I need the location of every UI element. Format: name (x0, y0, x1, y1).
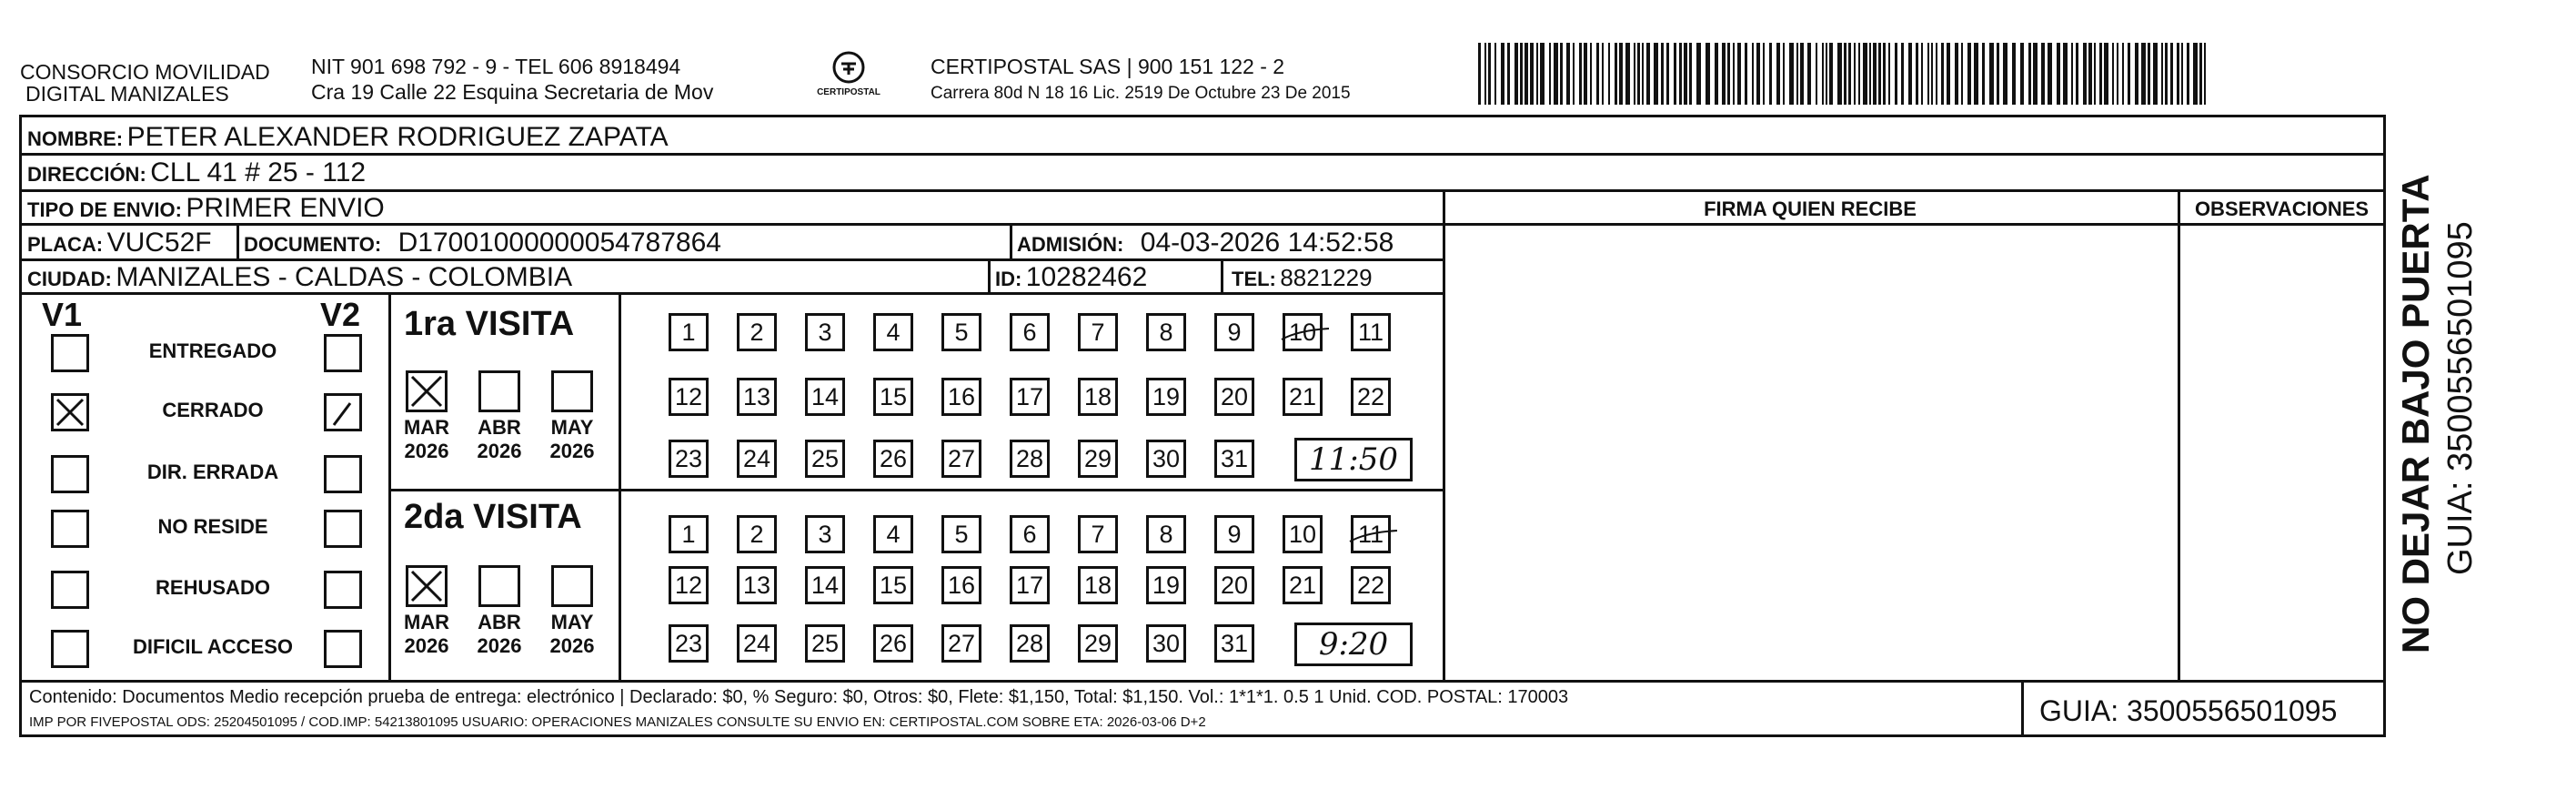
nombre-row (27, 123, 669, 157)
visit1-title: 1ra VISITA (404, 305, 575, 343)
v1-checkbox[interactable] (51, 571, 89, 609)
day-box[interactable]: 10 (1283, 515, 1323, 553)
day-box[interactable]: 25 (805, 440, 845, 478)
id-label: ID: (995, 268, 1022, 290)
status-label: NO RESIDE (157, 515, 268, 538)
v2-checkbox[interactable] (324, 510, 362, 548)
month-name: MAY (550, 416, 594, 439)
month-name: ABR (478, 611, 521, 633)
day-box[interactable]: 27 (941, 624, 981, 663)
day-box[interactable]: 9 (1214, 515, 1254, 553)
day-box[interactable]: 1 (669, 515, 709, 553)
day-box[interactable]: 13 (737, 566, 777, 604)
footer-guia: GUIA: 3500556501095 (2039, 694, 2338, 727)
day-box[interactable]: 7 (1078, 515, 1118, 553)
v2-checkbox[interactable] (324, 630, 362, 668)
tel-value: 8821229 (1280, 264, 1373, 291)
v1-checkbox[interactable] (51, 630, 89, 668)
tel-field (1232, 263, 1373, 297)
month-name: MAR (403, 416, 450, 439)
imp-text: IMP POR FIVEPOSTAL ODS: 25204501095 / COD.IMP: 54213801095 USUARIO: OPERACIONES MANIZALES CONSULTE SU ENVIO EN: CERTIPOSTAL.COM SOBRE ETA: 2026-03-06 D+2 (29, 714, 1206, 730)
side-guia: GUIA: 3500556501095 (2441, 221, 2480, 575)
v2-checkbox[interactable] (324, 393, 362, 431)
contenido-text: Contenido: Documentos Medio recepción prueba de entrega: electrónico | Declarado: $0, % Seguro: $0, Otros: $0, Flete: $1,150, Total: $1,150. Vol.: 1*1*1. 0.5 1 Unid. COD. POSTAL: 170003 (29, 687, 1569, 707)
direccion-row (27, 158, 366, 192)
v1-checkbox[interactable] (51, 510, 89, 548)
day-box[interactable]: 14 (805, 378, 845, 416)
month-year: 2026 (404, 440, 449, 462)
day-box[interactable]: 26 (873, 624, 913, 663)
status-label: DIFICIL ACCESO (132, 635, 293, 658)
day-box[interactable]: 18 (1078, 378, 1118, 416)
ciudad-value: MANIZALES - CALDAS - COLOMBIA (116, 262, 573, 292)
nombre-label: NOMBRE: (27, 127, 124, 150)
day-box[interactable]: 8 (1146, 313, 1186, 351)
day-box[interactable]: 6 (1010, 313, 1050, 351)
month-year: 2026 (549, 634, 595, 657)
id-field (995, 263, 1147, 297)
status-label: DIR. ERRADA (146, 461, 279, 483)
day-box[interactable]: 19 (1146, 566, 1186, 604)
no-dejar-warning: NO DEJAR BAJO PUERTA (2394, 174, 2437, 653)
day-box[interactable]: 13 (737, 378, 777, 416)
month-checkbox[interactable] (478, 370, 520, 412)
v2-checkbox[interactable] (324, 334, 362, 372)
day-box[interactable]: 22 (1351, 378, 1391, 416)
v1-checkbox[interactable] (51, 455, 89, 493)
admision-label: ADMISIÓN: (1017, 233, 1124, 256)
certipostal-logo (817, 49, 880, 106)
day-box[interactable]: 24 (737, 440, 777, 478)
day-box[interactable]: 18 (1078, 566, 1118, 604)
certipostal-line1: CERTIPOSTAL SAS | 900 151 122 - 2 (931, 55, 1285, 78)
day-box[interactable]: 23 (669, 440, 709, 478)
day-box[interactable]: 1 (669, 313, 709, 351)
day-mark (1348, 514, 1399, 566)
day-box[interactable]: 2 (737, 515, 777, 553)
day-box[interactable]: 28 (1010, 624, 1050, 663)
day-box[interactable]: 19 (1146, 378, 1186, 416)
day-box[interactable]: 6 (1010, 515, 1050, 553)
status-label: ENTREGADO (148, 339, 277, 362)
v1-checkbox[interactable] (51, 393, 89, 431)
day-box[interactable]: 26 (873, 440, 913, 478)
documento-value: D17001000000054787864 (397, 228, 721, 258)
address-line: Cra 19 Calle 22 Esquina Secretaria de Mov (311, 80, 714, 104)
day-box[interactable]: 23 (669, 624, 709, 663)
company-name-line1: CONSORCIO MOVILIDAD (20, 60, 270, 84)
day-box[interactable]: 14 (805, 566, 845, 604)
day-box[interactable]: 15 (873, 378, 913, 416)
form-frame (19, 115, 2386, 737)
day-box[interactable]: 2 (737, 313, 777, 351)
day-mark (1280, 312, 1331, 364)
barcode (1478, 43, 2206, 105)
day-box[interactable]: 11 (1351, 313, 1391, 351)
id-value: 10282462 (1025, 262, 1148, 292)
direccion-label: DIRECCIÓN: (27, 163, 146, 186)
v2-checkbox[interactable] (324, 571, 362, 609)
day-box[interactable]: 12 (669, 566, 709, 604)
tipo-value: PRIMER ENVIO (186, 193, 385, 223)
day-box[interactable]: 16 (941, 378, 981, 416)
day-box[interactable]: 4 (873, 313, 913, 351)
v1-checkbox[interactable] (51, 334, 89, 372)
day-box[interactable]: 7 (1078, 313, 1118, 351)
tipo-row (27, 194, 385, 228)
firma-header: FIRMA QUIEN RECIBE (1704, 197, 1917, 220)
month-checkbox[interactable] (406, 370, 448, 412)
day-box[interactable]: 22 (1351, 566, 1391, 604)
v1-header: V1 (42, 296, 83, 333)
day-box[interactable]: 20 (1214, 566, 1254, 604)
certipostal-line2: Carrera 80d N 18 16 Lic. 2519 De Octubre 23 De 2015 (931, 84, 1351, 103)
nombre-value: PETER ALEXANDER RODRIGUEZ ZAPATA (126, 122, 669, 152)
status-label: CERRADO (162, 399, 264, 421)
day-box[interactable]: 5 (941, 313, 981, 351)
handwritten-time: 11:50 (1294, 438, 1413, 481)
handwritten-time: 9:20 (1294, 623, 1413, 666)
placa-label: PLACA: (27, 233, 104, 256)
day-box[interactable]: 16 (941, 566, 981, 604)
day-box[interactable]: 21 (1283, 566, 1323, 604)
day-box[interactable]: 25 (805, 624, 845, 663)
nit-line: NIT 901 698 792 - 9 - TEL 606 8918494 (311, 55, 681, 78)
day-box[interactable]: 10 (1283, 313, 1323, 351)
placa-value: VUC52F (106, 228, 212, 258)
admision-field (1017, 228, 1394, 262)
month-name: ABR (478, 416, 521, 439)
logo-caption: CERTIPOSTAL (817, 87, 880, 97)
admision-value: 04-03-2026 14:52:58 (1140, 228, 1394, 258)
month-year: 2026 (477, 634, 522, 657)
tel-label: TEL: (1232, 268, 1276, 290)
day-box[interactable]: 30 (1146, 624, 1186, 663)
documento-label: DOCUMENTO: (244, 233, 382, 256)
month-checkbox[interactable] (406, 565, 448, 607)
v2-checkbox[interactable] (324, 455, 362, 493)
day-box[interactable]: 29 (1078, 440, 1118, 478)
status-label: REHUSADO (156, 576, 270, 599)
ciudad-label: CIUDAD: (27, 268, 112, 290)
company-name-line2: DIGITAL MANIZALES (25, 82, 229, 106)
day-box[interactable]: 15 (873, 566, 913, 604)
day-box[interactable]: 27 (941, 440, 981, 478)
month-name: MAR (403, 611, 450, 633)
month-checkbox[interactable] (478, 565, 520, 607)
day-box[interactable]: 3 (805, 515, 845, 553)
direccion-value: CLL 41 # 25 - 112 (150, 157, 367, 187)
tipo-label: TIPO DE ENVIO: (27, 198, 182, 221)
day-box[interactable]: 21 (1283, 378, 1323, 416)
month-year: 2026 (404, 634, 449, 657)
day-box[interactable]: 17 (1010, 378, 1050, 416)
month-checkbox[interactable] (551, 565, 593, 607)
day-box[interactable]: 17 (1010, 566, 1050, 604)
day-box[interactable]: 12 (669, 378, 709, 416)
visit2-title: 2da VISITA (404, 498, 582, 536)
month-checkbox[interactable] (551, 370, 593, 412)
placa-field (27, 228, 212, 262)
month-year: 2026 (549, 440, 595, 462)
month-name: MAY (550, 611, 594, 633)
day-box[interactable]: 30 (1146, 440, 1186, 478)
month-year: 2026 (477, 440, 522, 462)
day-box[interactable]: 28 (1010, 440, 1050, 478)
ciudad-field (27, 263, 572, 297)
day-box[interactable]: 3 (805, 313, 845, 351)
day-box[interactable]: 31 (1214, 440, 1254, 478)
day-box[interactable]: 5 (941, 515, 981, 553)
day-box[interactable]: 31 (1214, 624, 1254, 663)
day-box[interactable]: 24 (737, 624, 777, 663)
observaciones-header: OBSERVACIONES (2194, 197, 2370, 220)
day-box[interactable]: 4 (873, 515, 913, 553)
documento-field (244, 228, 721, 262)
day-box[interactable]: 9 (1214, 313, 1254, 351)
day-box[interactable]: 8 (1146, 515, 1186, 553)
day-box[interactable]: 20 (1214, 378, 1254, 416)
day-box[interactable]: 29 (1078, 624, 1118, 663)
day-box[interactable]: 11 (1351, 515, 1391, 553)
v2-header: V2 (320, 296, 361, 333)
